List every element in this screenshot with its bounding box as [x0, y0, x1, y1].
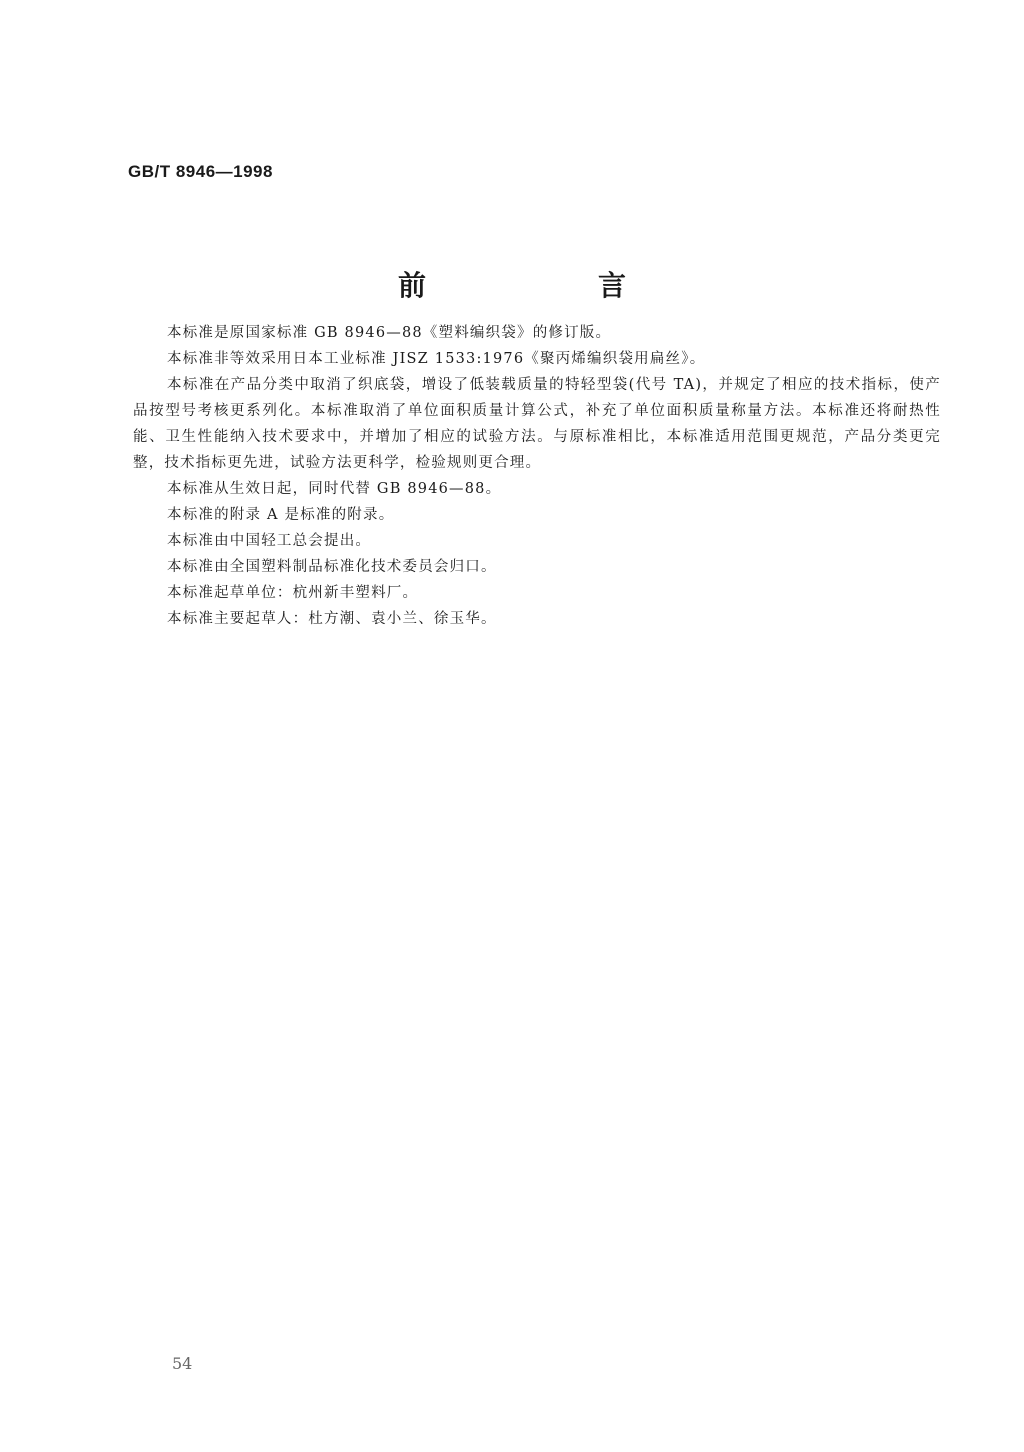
- page-title: 前 言: [397, 269, 698, 302]
- preface-paragraph: 本标准由中国轻工总会提出。: [167, 533, 372, 549]
- preface-paragraph: 本标准在产品分类中取消了织底袋，增设了低装载质量的特轻型袋(代号 TA)，并规定了相应的技术指标，使产品按型号考核更系列化。本标准取消了单位面积质量计算公式，补充了单位面积质量称量方法。本标准还将耐热性能、卫生性能纳入技术要求中，并增加了相应的试验方法。与原标准相比，本标准适用范围更规范，产品分类更完整，技术指标更先进，试验方法更科学，检验规则更合理。: [133, 377, 941, 471]
- page-number: 54: [172, 1354, 193, 1373]
- preface-paragraph: 本标准主要起草人：杜方潮、袁小兰、徐玉华。: [167, 611, 497, 627]
- preface-paragraph: 本标准非等效采用日本工业标准 JISZ 1533:1976《聚丙烯编织袋用扁丝》。: [167, 351, 706, 367]
- preface-paragraph: 本标准的附录 A 是标准的附录。: [167, 507, 395, 523]
- preface-paragraph: 本标准由全国塑料制品标准化技术委员会归口。: [167, 559, 497, 575]
- standard-code: GB/T 8946—1998: [128, 162, 273, 181]
- preface-paragraph: 本标准起草单位：杭州新丰塑料厂。: [167, 585, 419, 601]
- preface-paragraph: 本标准从生效日起，同时代替 GB 8946—88。: [167, 481, 502, 497]
- preface-body: [133, 320, 941, 632]
- preface-paragraph: 本标准是原国家标准 GB 8946—88《塑料编织袋》的修订版。: [167, 325, 612, 341]
